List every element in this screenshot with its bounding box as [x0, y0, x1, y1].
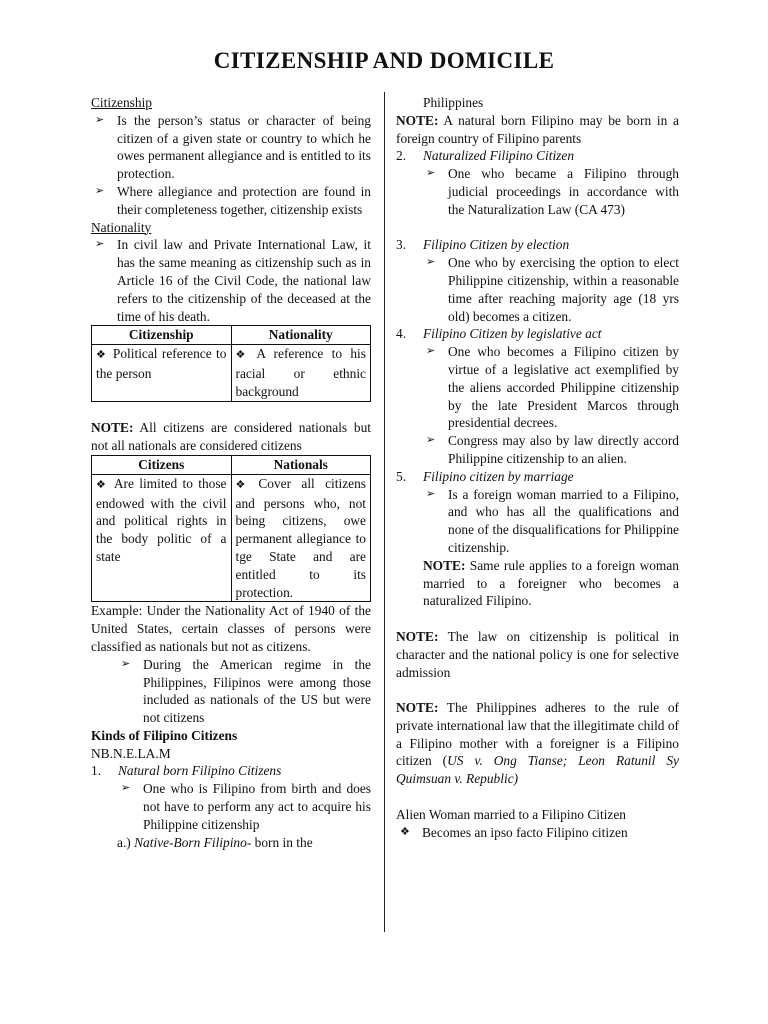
numbered-item-title: Natural born Filipino Citizens	[118, 763, 282, 779]
arrow-bullet-icon: ➢	[121, 782, 131, 795]
numbered-item-title: Filipino Citizen by election	[423, 237, 570, 253]
case-citation: US v. Ong Tianse; Leon Ratunil Sy Quimsuan v. Republic)	[396, 753, 679, 787]
numbered-item: 2. Naturalized Filipino Citizen	[396, 148, 575, 164]
arrow-bullet-icon: ➢	[426, 434, 436, 447]
example-paragraph: Example: Under the Nationality Act of 1940 of the United States, certain classes of persons were classified as nationals but not as citizens.	[91, 603, 371, 654]
table-cell: ❖ Cover all citizens and persons who, not being citizens, owe permanent allegiance to tge State and are entitled to its protection.	[231, 474, 371, 602]
citizenship-condition: Where allegiance and protection are found in their completeness together, citizenship exists	[117, 183, 371, 217]
numbered-item-title: Filipino Citizen by legislative act	[423, 326, 602, 342]
note-label: NOTE:	[396, 700, 439, 716]
note-paragraph: NOTE: All citizens are considered nationals but not all nationals are considered citizens	[91, 420, 371, 454]
arrow-bullet-icon: ➢	[95, 113, 105, 126]
kinds-heading: Kinds of Filipino Citizens	[91, 727, 238, 743]
list-item	[91, 112, 371, 183]
numbered-item: 1. Natural born Filipino Citizens	[91, 763, 282, 779]
arrow-bullet-icon: ➢	[426, 487, 436, 500]
right-column	[396, 94, 679, 841]
diamond-bullet-icon: ❖	[400, 825, 410, 838]
diamond-bullet-icon: ❖	[235, 478, 253, 491]
table-cell: ❖ Political reference to the person	[92, 345, 232, 401]
left-column	[91, 94, 371, 851]
list-item: ➢ One who became a Filipino through judicial proceedings in accordance with the Naturalization Law (CA 473)	[426, 166, 679, 217]
diamond-bullet-icon: ❖	[96, 478, 108, 491]
arrow-bullet-icon: ➢	[426, 345, 436, 358]
numbered-item: 4. Filipino Citizen by legislative act	[396, 326, 602, 342]
citizenship-nationality-table	[91, 325, 371, 401]
citizenship-definition: Is the person’s status or character of being citizen of a given state or country to which he owes permanent allegiance and is entitled to its protection.	[117, 112, 371, 182]
table-row	[92, 345, 371, 401]
list-item: ➢ One who becomes a Filipino citizen by virtue of a legislative act exemplified by the aliens accorded Philippine citizenship by the late President Marcos through presidential decrees.	[426, 344, 679, 431]
nationality-definition: In civil law and Private International Law, it has the same meaning as citizenship such as in Article 16 of the Civil Code, the national law refers to the citizenship of the deceased at the time of his death.	[117, 237, 371, 324]
list-item: ➢ Is a foreign woman married to a Filipino, and who has all the qualifications and none of the disqualifications for Philippine citizenship.	[426, 486, 679, 555]
diamond-bullet-icon: ❖	[235, 349, 251, 362]
sub-item: a.) Native-Born Filipino- born in the	[117, 834, 313, 850]
table-header: Citizens	[92, 455, 232, 474]
numbered-item-title: Filipino citizen by marriage	[423, 468, 574, 484]
list-item: ❖ Becomes an ipso facto Filipino citizen	[400, 824, 628, 840]
citizenship-heading: Citizenship	[91, 95, 152, 110]
table-cell: ❖ A reference to his racial or ethnic background	[231, 345, 371, 401]
continued-text: Philippines	[423, 95, 484, 110]
numbered-item: 3. Filipino Citizen by election	[396, 237, 570, 253]
table-header: Citizenship	[92, 326, 232, 345]
table-header: Nationals	[231, 455, 371, 474]
list-item: ➢ One who by exercising the option to elect Philippine citizenship, within a reasonable time after reaching majority age (18 yrs old) becomes a citizen.	[426, 255, 679, 324]
note-label: NOTE:	[396, 112, 439, 128]
column-divider	[384, 92, 385, 932]
note-paragraph: NOTE: Same rule applies to a foreign woman married to a foreigner who becomes a naturalized Filipino.	[423, 557, 679, 609]
alien-woman-heading: Alien Woman married to a Filipino Citizen	[396, 806, 626, 822]
table-header: Nationality	[231, 326, 371, 345]
note-paragraph: NOTE: A natural born Filipino may be born in a foreign country of Filipino parents	[396, 112, 679, 146]
arrow-bullet-icon: ➢	[95, 238, 105, 251]
note-label: NOTE:	[423, 557, 466, 573]
kinds-acronym: NB.N.E.LA.M	[91, 745, 171, 761]
page-title: CITIZENSHIP AND DOMICILE	[213, 48, 555, 73]
note-paragraph: NOTE: The law on citizenship is political in character and the national policy is one for selective admission	[396, 628, 679, 680]
arrow-bullet-icon: ➢	[426, 167, 436, 180]
list-item: ➢ During the American regime in the Philippines, Filipinos were among those included as nationals of the US but were not citizens	[121, 656, 371, 726]
numbered-item-title: Naturalized Filipino Citizen	[423, 148, 575, 164]
arrow-bullet-icon: ➢	[95, 184, 105, 197]
list-item	[91, 236, 371, 325]
diamond-bullet-icon: ❖	[96, 349, 107, 362]
note-paragraph: NOTE: The Philippines adheres to the rule of private international law that the illegitimate child of a Filipino mother with a foreigner is a Filipino citizen (US v. Ong Tianse; Leon Ratunil Sy Quimsuan v. Republic)	[396, 700, 679, 787]
note-label: NOTE:	[396, 628, 439, 644]
numbered-item: 5. Filipino citizen by marriage	[396, 468, 574, 484]
list-item	[91, 183, 371, 219]
arrow-bullet-icon: ➢	[426, 256, 436, 269]
arrow-bullet-icon: ➢	[121, 657, 131, 670]
table-row	[92, 474, 371, 602]
citizens-nationals-table	[91, 455, 371, 602]
table-cell: ❖ Are limited to those endowed with the civil and political rights in the body politic of a state	[92, 474, 232, 602]
nationality-heading: Nationality	[91, 219, 152, 235]
note-label: NOTE:	[91, 420, 134, 436]
list-item: ➢ One who is Filipino from birth and does not have to perform any act to acquire his Philippine citizenship	[121, 781, 371, 832]
list-item: ➢ Congress may also by law directly accord Philippine citizenship to an alien.	[426, 433, 679, 466]
